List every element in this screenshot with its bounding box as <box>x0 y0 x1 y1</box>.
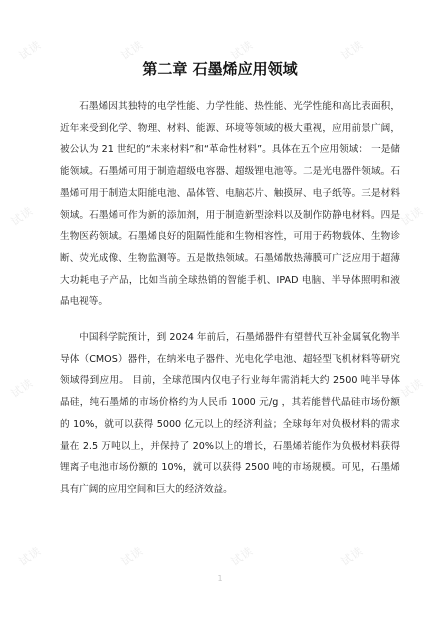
watermark-text: 试读 <box>338 544 366 569</box>
watermark-text: 试读 <box>118 38 146 63</box>
watermark-text: 试读 <box>398 376 426 401</box>
watermark-text: 试读 <box>228 38 256 63</box>
paragraph: 中国科学院预计，到 2024 年前后，石墨烯器件有望替代互补金属氧化物半导体（CMOS）器件，在纳米电子器件、光电化学电池、超轻型飞机材料等研究领域得到应用。 目前，全球范围内仅电子行业每年需消耗大约 2500 吨半导体晶硅，纯石墨烯的市场价格约为人民币 1000 元/g ，其若能替代晶硅市场份额的 10%，就可以获得 5000 亿元以上的经济利益；全球每年对负极材料的需求量在 2.5 万吨以上，并保持了 20%以上的增长，石墨烯若能作为负极材料获得锂离子电池市场份额的 10%，就可以获得 2500 吨的市场规模。可见，石墨烯具有广阔的应用空间和巨大的经济效益。 <box>60 332 400 495</box>
watermark-text: 试读 <box>398 204 426 229</box>
watermark-text: 试读 <box>228 544 256 569</box>
watermark-text: 试读 <box>8 376 36 401</box>
watermark-text: 试读 <box>118 544 146 569</box>
body-text <box>60 96 400 515</box>
watermark-text: 试读 <box>16 38 44 63</box>
paragraph: 石墨烯因其独特的电学性能、力学性能、热性能、光学性能和高比表面积，近年来受到化学、物理、材料、能源、环境等领域的极大重视，应用前景广阔，被公认为 21 世纪的“未来材料”和“革命性材料”。具体在五个应用领域： 一是储能领域。石墨烯可用于制造超级电容器、超级锂电池等。二是光电器件领域。石墨烯可用于制造太阳能电池、晶体管、电脑芯片、触摸屏、电子纸等。三是材料领域。石墨烯可作为新的添加剂，用于制造新型涂料以及制作防静电材料。四是生物医药领域。石墨烯良好的阻隔性能和生物相容性，可用于药物载体、生物诊断、荧光成像、生物监测等。五是散热领域。石墨烯散热薄膜可广泛应用于超薄大功耗电子产品，比如当前全球热销的智能手机、IPAD 电脑、半导体照明和液晶电视等。 <box>60 101 400 308</box>
watermark-text: 试读 <box>338 38 366 63</box>
page-number: 1 <box>217 574 223 583</box>
watermark-text: 试读 <box>16 544 44 569</box>
chapter-title: 第二章 石墨烯应用领域 <box>142 60 298 78</box>
watermark-text: 试读 <box>8 204 36 229</box>
